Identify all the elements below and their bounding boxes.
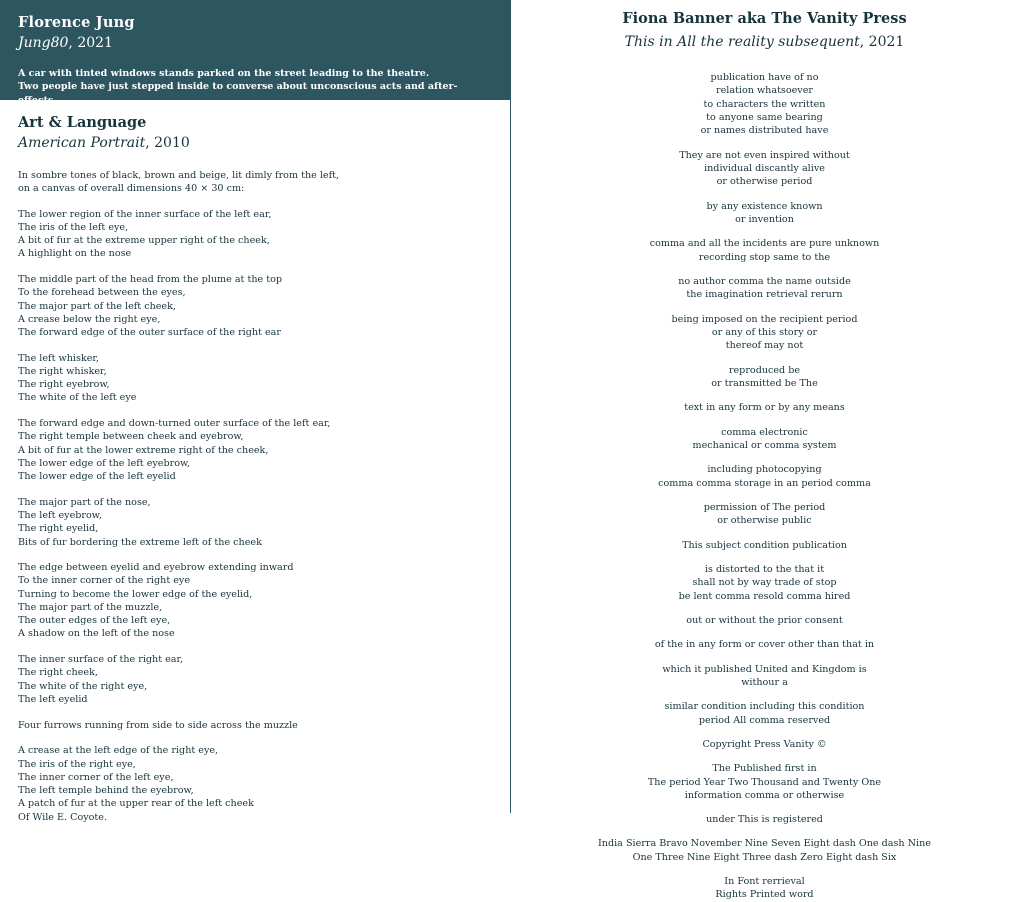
stanza: [18, 561, 492, 640]
poem-line: To the inner corner of the right eye: [18, 575, 190, 587]
poem-line: or transmitted be The: [711, 377, 818, 389]
poem-line: which it published United and Kingdom is: [662, 663, 867, 675]
poem-line: of the in any form or cover other than that in: [654, 639, 875, 651]
poem-line: the imagination retrieval rerurn: [686, 289, 843, 301]
poem-line: on a canvas of overall dimensions 40 × 30 cm:: [18, 182, 245, 194]
poem-line: The left eyelid: [18, 693, 88, 705]
poem-line: relation whatsoever: [715, 85, 813, 97]
stanza: [550, 738, 979, 751]
poem-line: The middle part of the head from the plume at the top: [18, 274, 282, 286]
stanza: [18, 273, 492, 339]
poem-line: This subject condition publication: [682, 539, 847, 551]
poem-line: Four furrows running from side to side across the muzzle: [18, 719, 298, 731]
stanza: [550, 275, 979, 302]
poem-line: The white of the left eye: [18, 392, 137, 404]
poem-line: The lower region of the inner surface of the left ear,: [18, 208, 272, 220]
poem-line: Bits of fur bordering the extreme left of the cheek: [18, 536, 262, 548]
poem-line: The period Year Two Thousand and Twenty One: [647, 776, 882, 788]
right-work-title: [550, 33, 979, 51]
highlight-banner: [0, 0, 510, 107]
poem-line: The major part of the muzzle,: [18, 601, 163, 613]
poem-line: shall not by way trade of stop: [692, 577, 837, 589]
stanza: [550, 71, 979, 138]
poem-line: The Published first in: [712, 763, 817, 775]
poem-line: The major part of the left cheek,: [18, 300, 176, 312]
poem-line: recording stop same to the: [698, 251, 831, 263]
left-artist-name: Art & Language: [18, 114, 147, 131]
poem-line: The left eyebrow,: [18, 510, 102, 522]
poem-line: to anyone same bearing: [706, 112, 823, 124]
poem-line: or any of this story or: [711, 326, 818, 338]
poem-line: The left whisker,: [18, 352, 99, 364]
banner-work-title: [18, 35, 492, 53]
poem-line: The outer edges of the left eye,: [18, 615, 171, 627]
poem-line: Rights Printed word: [715, 889, 814, 901]
poem-line: Copyright Press Vanity ©: [702, 738, 827, 750]
left-entry: [0, 100, 510, 824]
poem-line: The major part of the nose,: [18, 496, 151, 508]
poem-line: The forward edge and down-turned outer surface of the left ear,: [18, 418, 331, 430]
left-poem-body: [18, 169, 492, 824]
poem-line: A crease below the right eye,: [18, 313, 161, 325]
banner-description-line-2: Two people have just stepped inside to converse about unconscious acts and after-effects.: [18, 81, 458, 107]
stanza: [550, 501, 979, 528]
poem-line: A bit of fur at the extreme upper right of the cheek,: [18, 235, 270, 247]
left-column: [0, 0, 510, 823]
poem-line: The inner surface of the right ear,: [18, 654, 184, 666]
poem-line: A crease at the left edge of the right eye,: [18, 745, 219, 757]
poem-line: The lower edge of the left eyelid: [18, 471, 176, 483]
poem-line: One Three Nine Eight Three dash Zero Eight dash Six: [632, 851, 897, 863]
poem-line: by any existence known: [706, 200, 823, 212]
left-work-year: , 2010: [145, 135, 190, 152]
poem-line: India Sierra Bravo November Nine Seven Eight dash One dash Nine: [598, 838, 931, 850]
left-work-title: [18, 135, 492, 153]
stanza: [550, 638, 979, 651]
right-work-title-italic: This in All the reality subsequent: [624, 33, 860, 50]
poem-line: information comma or otherwise: [684, 789, 845, 801]
poem-line: The left temple behind the eyebrow,: [18, 785, 194, 797]
stanza: [550, 463, 979, 490]
poem-line: The right cheek,: [18, 667, 98, 679]
banner-work-title-italic: Jung80: [18, 35, 69, 52]
poem-line: is distorted to the that it: [704, 563, 825, 575]
poem-line: withour a: [741, 676, 788, 688]
banner-artist-name: Florence Jung: [18, 14, 135, 31]
poem-line: period All comma reserved: [698, 714, 831, 726]
right-artist-name: Fiona Banner aka The Vanity Press: [622, 10, 907, 27]
banner-work-year: , 2021: [68, 35, 113, 52]
poem-line: thereof may not: [725, 340, 804, 352]
poem-line: or otherwise public: [717, 515, 812, 527]
poem-line: The inner corner of the left eye,: [18, 771, 174, 783]
poem-line: comma electronic: [721, 426, 808, 438]
stanza: [550, 237, 979, 264]
right-work-year: , 2021: [859, 33, 905, 50]
poem-line: similar condition including this condition: [664, 701, 865, 713]
stanza: [550, 614, 979, 627]
poem-line: comma and all the incidents are pure unknown: [649, 238, 880, 250]
poem-line: under This is registered: [706, 814, 823, 826]
poem-line: or invention: [735, 213, 794, 225]
poem-line: A patch of fur at the upper rear of the left cheek: [18, 798, 254, 810]
stanza: [550, 875, 979, 902]
poem-line: A shadow on the left of the nose: [18, 628, 175, 640]
stanza: [18, 169, 492, 195]
poem-line: permission of The period: [703, 501, 826, 513]
right-poem-body: [550, 71, 979, 902]
poem-line: In sombre tones of black, brown and beige, lit dimly from the left,: [18, 169, 340, 181]
poem-line: or otherwise period: [716, 176, 813, 188]
stanza: [550, 837, 979, 864]
stanza: [18, 719, 492, 732]
stanza: [550, 700, 979, 727]
stanza: [550, 364, 979, 391]
right-column: [510, 0, 1019, 901]
poem-line: The iris of the right eye,: [18, 758, 136, 770]
poem-line: Of Wile E. Coyote.: [18, 811, 108, 823]
poem-line: reproduced be: [728, 364, 801, 376]
poem-line: The edge between eyelid and eyebrow extending inward: [18, 562, 294, 574]
poem-line: including photocopying: [707, 464, 822, 476]
poem-line: The iris of the left eye,: [18, 221, 129, 233]
poem-line: individual discantly alive: [704, 163, 825, 174]
poem-line: The right eyebrow,: [18, 379, 110, 391]
poem-line: or names distributed have: [700, 125, 829, 137]
poem-line: They are not even inspired without: [679, 149, 850, 161]
poem-line: The right eyelid,: [18, 523, 99, 535]
poem-line: no author comma the name outside: [678, 275, 851, 287]
stanza: [18, 352, 492, 405]
poem-line: be lent comma resold comma hired: [678, 590, 851, 602]
stanza: [550, 313, 979, 353]
stanza: [550, 563, 979, 603]
stanza: [550, 149, 979, 189]
left-work-title-italic: American Portrait: [18, 135, 146, 152]
poem-line: In Font rerrieval: [724, 876, 805, 888]
stanza: [18, 417, 492, 483]
poem-line: out or without the prior consent: [686, 614, 843, 626]
poem-line: being imposed on the recipient period: [671, 313, 858, 325]
poem-line: publication have of no: [710, 72, 819, 84]
stanza: [18, 653, 492, 706]
poem-line: A highlight on the nose: [18, 248, 132, 260]
poem-line: Turning to become the lower edge of the eyelid,: [18, 588, 253, 600]
poem-line: A bit of fur at the lower extreme right of the cheek,: [18, 444, 269, 456]
banner-description-line-1: A car with tinted windows stands parked on the street leading to the theatre.: [18, 67, 430, 79]
stanza: [550, 762, 979, 802]
poem-line: To the forehead between the eyes,: [18, 287, 186, 299]
stanza: [550, 813, 979, 826]
stanza: [18, 208, 492, 261]
poem-line: mechanical or comma system: [692, 439, 837, 451]
stanza: [550, 426, 979, 453]
poem-line: The right temple between cheek and eyebrow,: [18, 431, 244, 443]
poem-line: The white of the right eye,: [18, 680, 148, 692]
stanza: [18, 496, 492, 549]
stanza: [550, 663, 979, 690]
stanza: [550, 539, 979, 552]
stanza: [18, 744, 492, 823]
poem-line: to characters the written: [703, 98, 826, 110]
stanza: [550, 401, 979, 414]
poem-line: text in any form or by any means: [684, 402, 845, 414]
poem-line: The right whisker,: [18, 365, 107, 377]
poem-line: The lower edge of the left eyebrow,: [18, 457, 191, 469]
stanza: [550, 200, 979, 227]
poem-line: comma comma storage in an period comma: [658, 477, 871, 489]
poem-line: The forward edge of the outer surface of the right ear: [18, 326, 281, 338]
